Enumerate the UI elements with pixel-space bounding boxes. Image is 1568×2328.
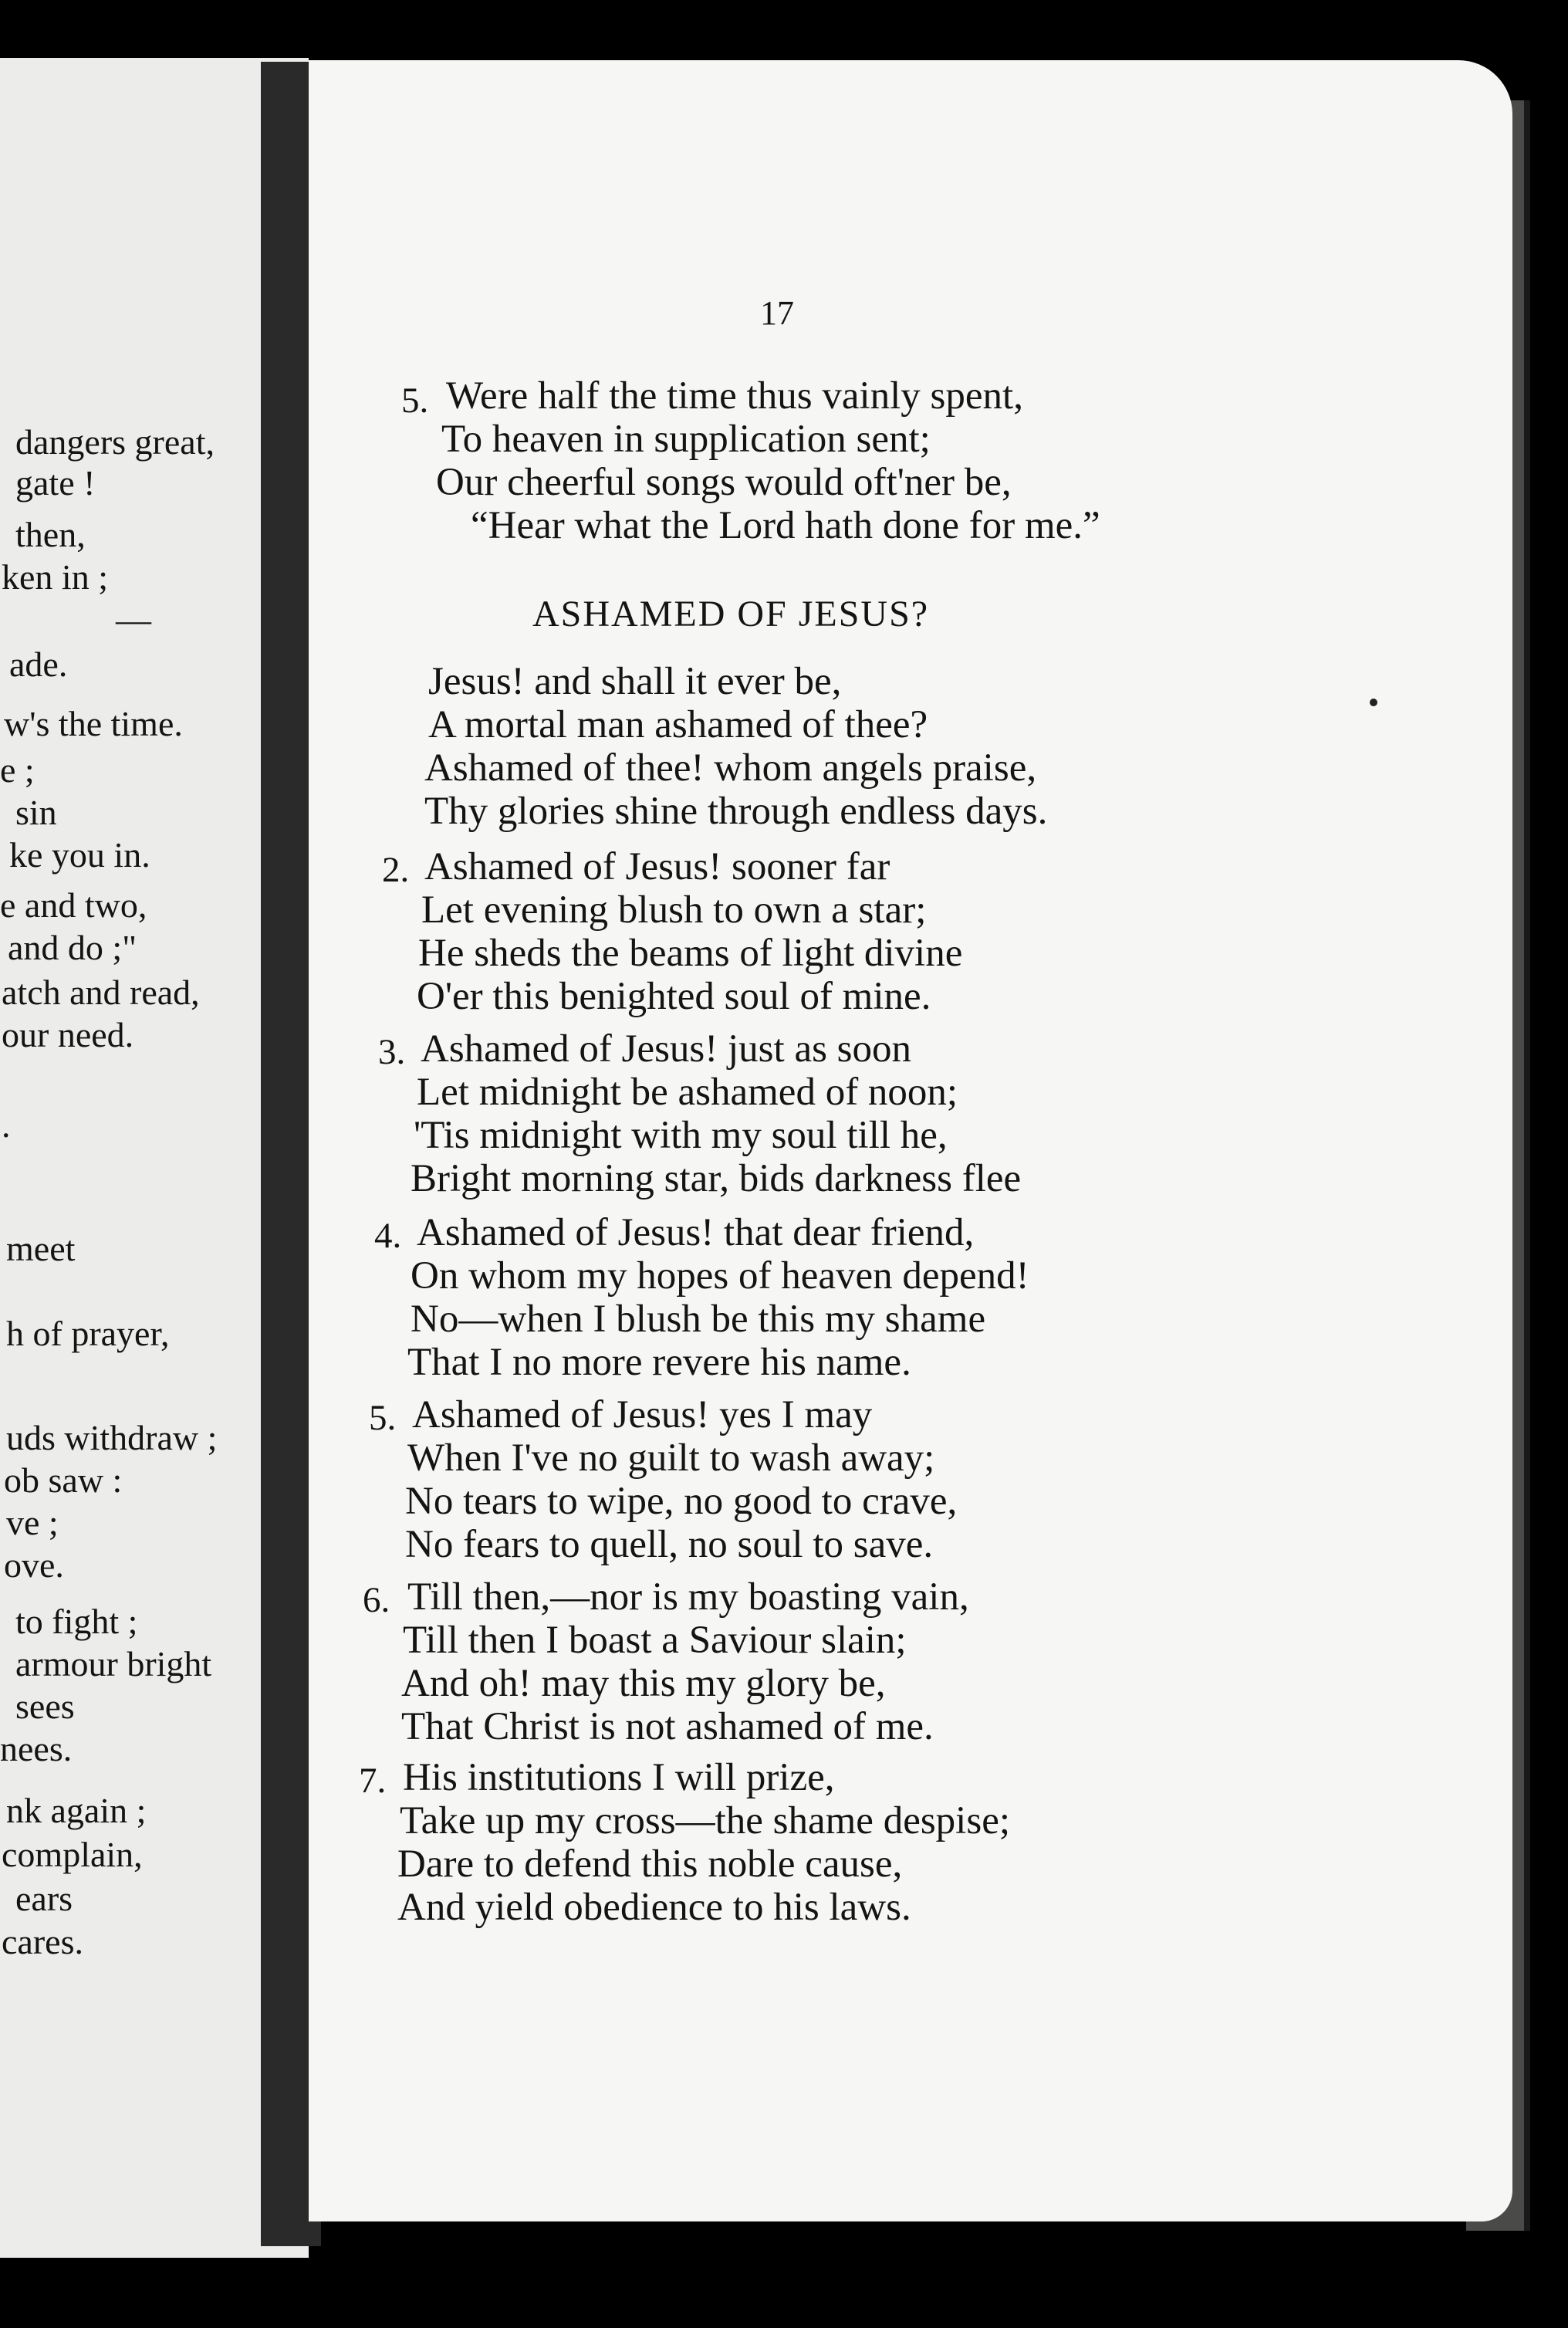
verse-line: That Christ is not ashamed of me. bbox=[401, 1705, 934, 1748]
left-line: cares. bbox=[2, 1922, 83, 1961]
verse-line: On whom my hopes of heaven depend! bbox=[411, 1254, 1029, 1298]
stanza-number: 5. bbox=[401, 381, 429, 421]
verse-line: He sheds the beams of light divine bbox=[418, 932, 963, 975]
verse-line: When I've no guilt to wash away; bbox=[407, 1436, 935, 1480]
verse-line: Bright morning star, bids darkness flee bbox=[411, 1157, 1022, 1200]
verse-line: A mortal man ashamed of thee? bbox=[428, 703, 928, 746]
verse-line: And yield obedience to his laws. bbox=[397, 1886, 911, 1929]
verse-line: His institutions I will prize, bbox=[403, 1756, 835, 1799]
left-line: nk again ; bbox=[6, 1791, 147, 1830]
left-line: our need. bbox=[2, 1015, 134, 1054]
left-line: then, bbox=[15, 515, 86, 554]
left-line: e ; bbox=[0, 750, 35, 790]
left-line: h of prayer, bbox=[6, 1314, 170, 1353]
hymn-title: ASHAMED OF JESUS? bbox=[532, 594, 930, 634]
left-line: armour bright bbox=[15, 1644, 212, 1683]
verse-line: Let evening blush to own a star; bbox=[421, 888, 927, 932]
left-line: e and two, bbox=[0, 885, 147, 925]
left-line: dangers great, bbox=[15, 422, 215, 462]
verse-line: To heaven in supplication sent; bbox=[441, 418, 931, 461]
stanza-number: 3. bbox=[378, 1032, 406, 1072]
verse-line: “Hear what the Lord hath done for me.” bbox=[471, 504, 1100, 547]
verse-line: No fears to quell, no soul to save. bbox=[405, 1523, 934, 1566]
verse-line: Till then I boast a Saviour slain; bbox=[403, 1619, 907, 1662]
verse-line: No—when I blush be this my shame bbox=[411, 1298, 986, 1341]
left-line: ke you in. bbox=[9, 835, 150, 875]
verse-line: Were half the time thus vainly spent, bbox=[446, 374, 1023, 418]
left-line: ears bbox=[15, 1879, 73, 1918]
verse-line: Take up my cross—the shame despise; bbox=[400, 1799, 1010, 1842]
verse-line: Ashamed of Jesus! yes I may bbox=[412, 1393, 873, 1436]
ink-speck bbox=[1370, 699, 1377, 706]
left-line: to fight ; bbox=[15, 1602, 138, 1641]
verse-line: That I no more revere his name. bbox=[407, 1341, 911, 1384]
left-line: uds withdraw ; bbox=[6, 1418, 218, 1457]
right-page bbox=[309, 60, 1512, 2221]
verse-line: Our cheerful songs would oft'ner be, bbox=[436, 461, 1012, 504]
left-line: — bbox=[116, 600, 151, 639]
left-line: ve ; bbox=[6, 1503, 59, 1542]
left-line: atch and read, bbox=[2, 973, 200, 1012]
verse-line: Ashamed of Jesus! just as soon bbox=[421, 1027, 912, 1071]
verse-line: Ashamed of thee! whom angels praise, bbox=[424, 746, 1037, 790]
verse-line: O'er this benighted soul of mine. bbox=[417, 975, 931, 1018]
verse-line: Till then,—nor is my boasting vain, bbox=[407, 1575, 969, 1619]
verse-line: Ashamed of Jesus! that dear friend, bbox=[417, 1211, 975, 1254]
stanza-number: 4. bbox=[374, 1216, 402, 1256]
left-line: complain, bbox=[2, 1835, 143, 1874]
left-line: gate ! bbox=[15, 463, 96, 502]
verse-line: Let midnight be ashamed of noon; bbox=[417, 1071, 958, 1114]
left-line: . bbox=[2, 1105, 11, 1145]
left-line: ob saw : bbox=[4, 1460, 123, 1500]
left-line: sin bbox=[15, 793, 57, 832]
stanza-number: 7. bbox=[359, 1761, 387, 1801]
verse-line: Jesus! and shall it ever be, bbox=[428, 660, 842, 703]
verse-line: And oh! may this my glory be, bbox=[401, 1662, 886, 1705]
left-line: ove. bbox=[4, 1545, 64, 1585]
verse-line: No tears to wipe, no good to crave, bbox=[405, 1480, 958, 1523]
verse-line: 'Tis midnight with my soul till he, bbox=[414, 1114, 948, 1157]
left-line: nees. bbox=[0, 1729, 73, 1768]
left-line: ade. bbox=[9, 645, 68, 684]
left-line: sees bbox=[15, 1687, 75, 1726]
left-line: ken in ; bbox=[2, 557, 108, 597]
verse-line: Ashamed of Jesus! sooner far bbox=[424, 845, 890, 888]
left-line: meet bbox=[6, 1229, 76, 1268]
page-number: 17 bbox=[760, 294, 794, 332]
left-line: and do ;" bbox=[8, 928, 137, 967]
verse-line: Thy glories shine through endless days. bbox=[424, 790, 1048, 833]
verse-line: Dare to defend this noble cause, bbox=[397, 1842, 903, 1886]
stanza-number: 5. bbox=[369, 1398, 397, 1438]
left-line: w's the time. bbox=[4, 704, 183, 743]
stanza-number: 6. bbox=[363, 1580, 390, 1620]
stanza-number: 2. bbox=[382, 850, 410, 890]
